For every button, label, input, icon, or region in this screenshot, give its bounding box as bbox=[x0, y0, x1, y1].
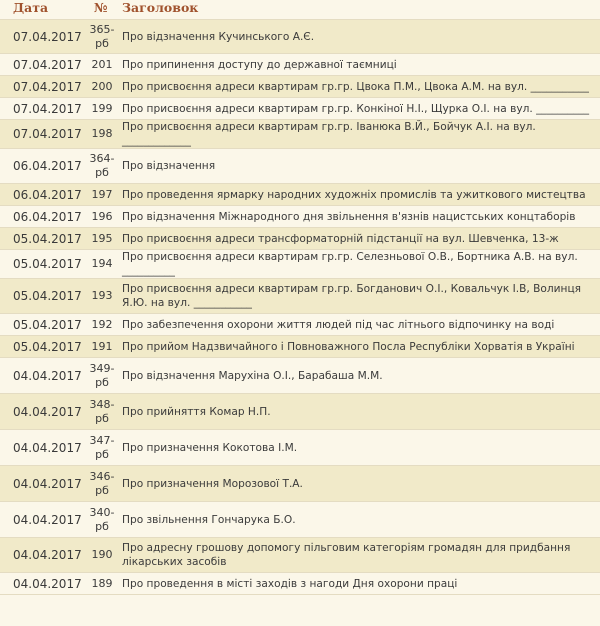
table-row[interactable] bbox=[0, 76, 600, 98]
table-row[interactable] bbox=[0, 573, 600, 595]
table-row[interactable] bbox=[0, 394, 600, 430]
row-title-link[interactable]: Про відзначення Кучинського А.Є. bbox=[118, 20, 600, 54]
row-number: 340-рб bbox=[86, 502, 118, 538]
row-number: 191 bbox=[86, 336, 118, 358]
table-row[interactable] bbox=[0, 279, 600, 314]
table-row[interactable] bbox=[0, 466, 600, 502]
row-title-link[interactable]: Про присвоєння адреси квартирам гр.гр. Селезньової О.В., Бортника А.В. на вул. __________ bbox=[118, 250, 600, 279]
row-number: 193 bbox=[86, 279, 118, 314]
row-title-link[interactable]: Про звільнення Гончарука Б.О. bbox=[118, 502, 600, 538]
row-number: 189 bbox=[86, 573, 118, 595]
row-date: 05.04.2017 bbox=[0, 314, 86, 336]
row-title-link[interactable]: Про присвоєння адреси квартирам гр.гр. Богданович О.І., Ковальчук І.В, Волинця Я.Ю. на вул. ___________ bbox=[118, 279, 600, 314]
table-row[interactable] bbox=[0, 250, 600, 279]
table-row[interactable] bbox=[0, 54, 600, 76]
table-row[interactable] bbox=[0, 314, 600, 336]
row-title-link[interactable]: Про забезпечення охорони життя людей під час літнього відпочинку на воді bbox=[118, 314, 600, 336]
row-date: 04.04.2017 bbox=[0, 430, 86, 466]
row-number: 201 bbox=[86, 54, 118, 76]
table-row[interactable] bbox=[0, 538, 600, 573]
row-title-link[interactable]: Про присвоєння адреси квартирам гр.гр. Конкіної Н.І., Щурка О.І. на вул. __________ bbox=[118, 98, 600, 120]
column-header-date[interactable]: Дата bbox=[0, 0, 86, 20]
row-number: 194 bbox=[86, 250, 118, 279]
table-row[interactable] bbox=[0, 228, 600, 250]
row-date: 07.04.2017 bbox=[0, 54, 86, 76]
row-title-link[interactable]: Про прийом Надзвичайного і Повноважного Посла Республіки Хорватія в Україні bbox=[118, 336, 600, 358]
row-number: 349-рб bbox=[86, 358, 118, 394]
table-header-row bbox=[0, 0, 600, 20]
row-title-link[interactable]: Про відзначення Міжнародного дня звільнення в'язнів нацистських концтаборів bbox=[118, 206, 600, 228]
row-number: 346-рб bbox=[86, 466, 118, 502]
row-number: 200 bbox=[86, 76, 118, 98]
row-title-link[interactable]: Про припинення доступу до державної таємниці bbox=[118, 54, 600, 76]
column-header-number[interactable]: № bbox=[86, 0, 118, 20]
row-number: 199 bbox=[86, 98, 118, 120]
row-number: 198 bbox=[86, 120, 118, 149]
row-number: 190 bbox=[86, 538, 118, 573]
row-number: 348-рб bbox=[86, 394, 118, 430]
row-number: 364-рб bbox=[86, 149, 118, 184]
row-date: 04.04.2017 bbox=[0, 394, 86, 430]
row-number: 196 bbox=[86, 206, 118, 228]
table-row[interactable] bbox=[0, 336, 600, 358]
row-date: 06.04.2017 bbox=[0, 149, 86, 184]
row-date: 06.04.2017 bbox=[0, 206, 86, 228]
row-date: 07.04.2017 bbox=[0, 76, 86, 98]
row-number: 192 bbox=[86, 314, 118, 336]
table-row[interactable] bbox=[0, 20, 600, 54]
row-number: 365-рб bbox=[86, 20, 118, 54]
table-row[interactable] bbox=[0, 358, 600, 394]
row-date: 04.04.2017 bbox=[0, 573, 86, 595]
column-header-title[interactable]: Заголовок bbox=[118, 0, 600, 20]
row-title-link[interactable]: Про відзначення bbox=[118, 149, 600, 184]
row-date: 04.04.2017 bbox=[0, 358, 86, 394]
row-title-link[interactable]: Про проведення в місті заходів з нагоди Дня охорони праці bbox=[118, 573, 600, 595]
row-date: 05.04.2017 bbox=[0, 250, 86, 279]
table-row[interactable] bbox=[0, 502, 600, 538]
row-date: 05.04.2017 bbox=[0, 228, 86, 250]
table-row[interactable] bbox=[0, 120, 600, 149]
table-row[interactable] bbox=[0, 430, 600, 466]
row-date: 04.04.2017 bbox=[0, 502, 86, 538]
row-number: 347-рб bbox=[86, 430, 118, 466]
row-title-link[interactable]: Про присвоєння адреси трансформаторній підстанції на вул. Шевченка, 13-ж bbox=[118, 228, 600, 250]
row-date: 06.04.2017 bbox=[0, 184, 86, 206]
row-title-link[interactable]: Про присвоєння адреси квартирам гр.гр. Іванюка В.Й., Бойчук А.І. на вул. _____________ bbox=[118, 120, 600, 149]
row-title-link[interactable]: Про призначення Кокотова І.М. bbox=[118, 430, 600, 466]
table-row[interactable] bbox=[0, 206, 600, 228]
row-date: 07.04.2017 bbox=[0, 98, 86, 120]
row-title-link[interactable]: Про прийняття Комар Н.П. bbox=[118, 394, 600, 430]
table-row[interactable] bbox=[0, 184, 600, 206]
row-date: 07.04.2017 bbox=[0, 120, 86, 149]
row-number: 195 bbox=[86, 228, 118, 250]
row-title-link[interactable]: Про проведення ярмарку народних художніх промислів та ужиткового мистецтва bbox=[118, 184, 600, 206]
row-number: 197 bbox=[86, 184, 118, 206]
row-title-link[interactable]: Про присвоєння адреси квартирам гр.гр. Цвока П.М., Цвока А.М. на вул. ___________ bbox=[118, 76, 600, 98]
row-date: 07.04.2017 bbox=[0, 20, 86, 54]
table-row[interactable] bbox=[0, 149, 600, 184]
row-title-link[interactable]: Про відзначення Марухіна О.І., Барабаша М.М. bbox=[118, 358, 600, 394]
row-title-link[interactable]: Про призначення Морозової Т.А. bbox=[118, 466, 600, 502]
table-row[interactable] bbox=[0, 98, 600, 120]
row-date: 04.04.2017 bbox=[0, 466, 86, 502]
row-date: 04.04.2017 bbox=[0, 538, 86, 573]
row-title-link[interactable]: Про адресну грошову допомогу пільговим категоріям громадян для придбання лікарських засобів bbox=[118, 538, 600, 573]
row-date: 05.04.2017 bbox=[0, 336, 86, 358]
row-date: 05.04.2017 bbox=[0, 279, 86, 314]
